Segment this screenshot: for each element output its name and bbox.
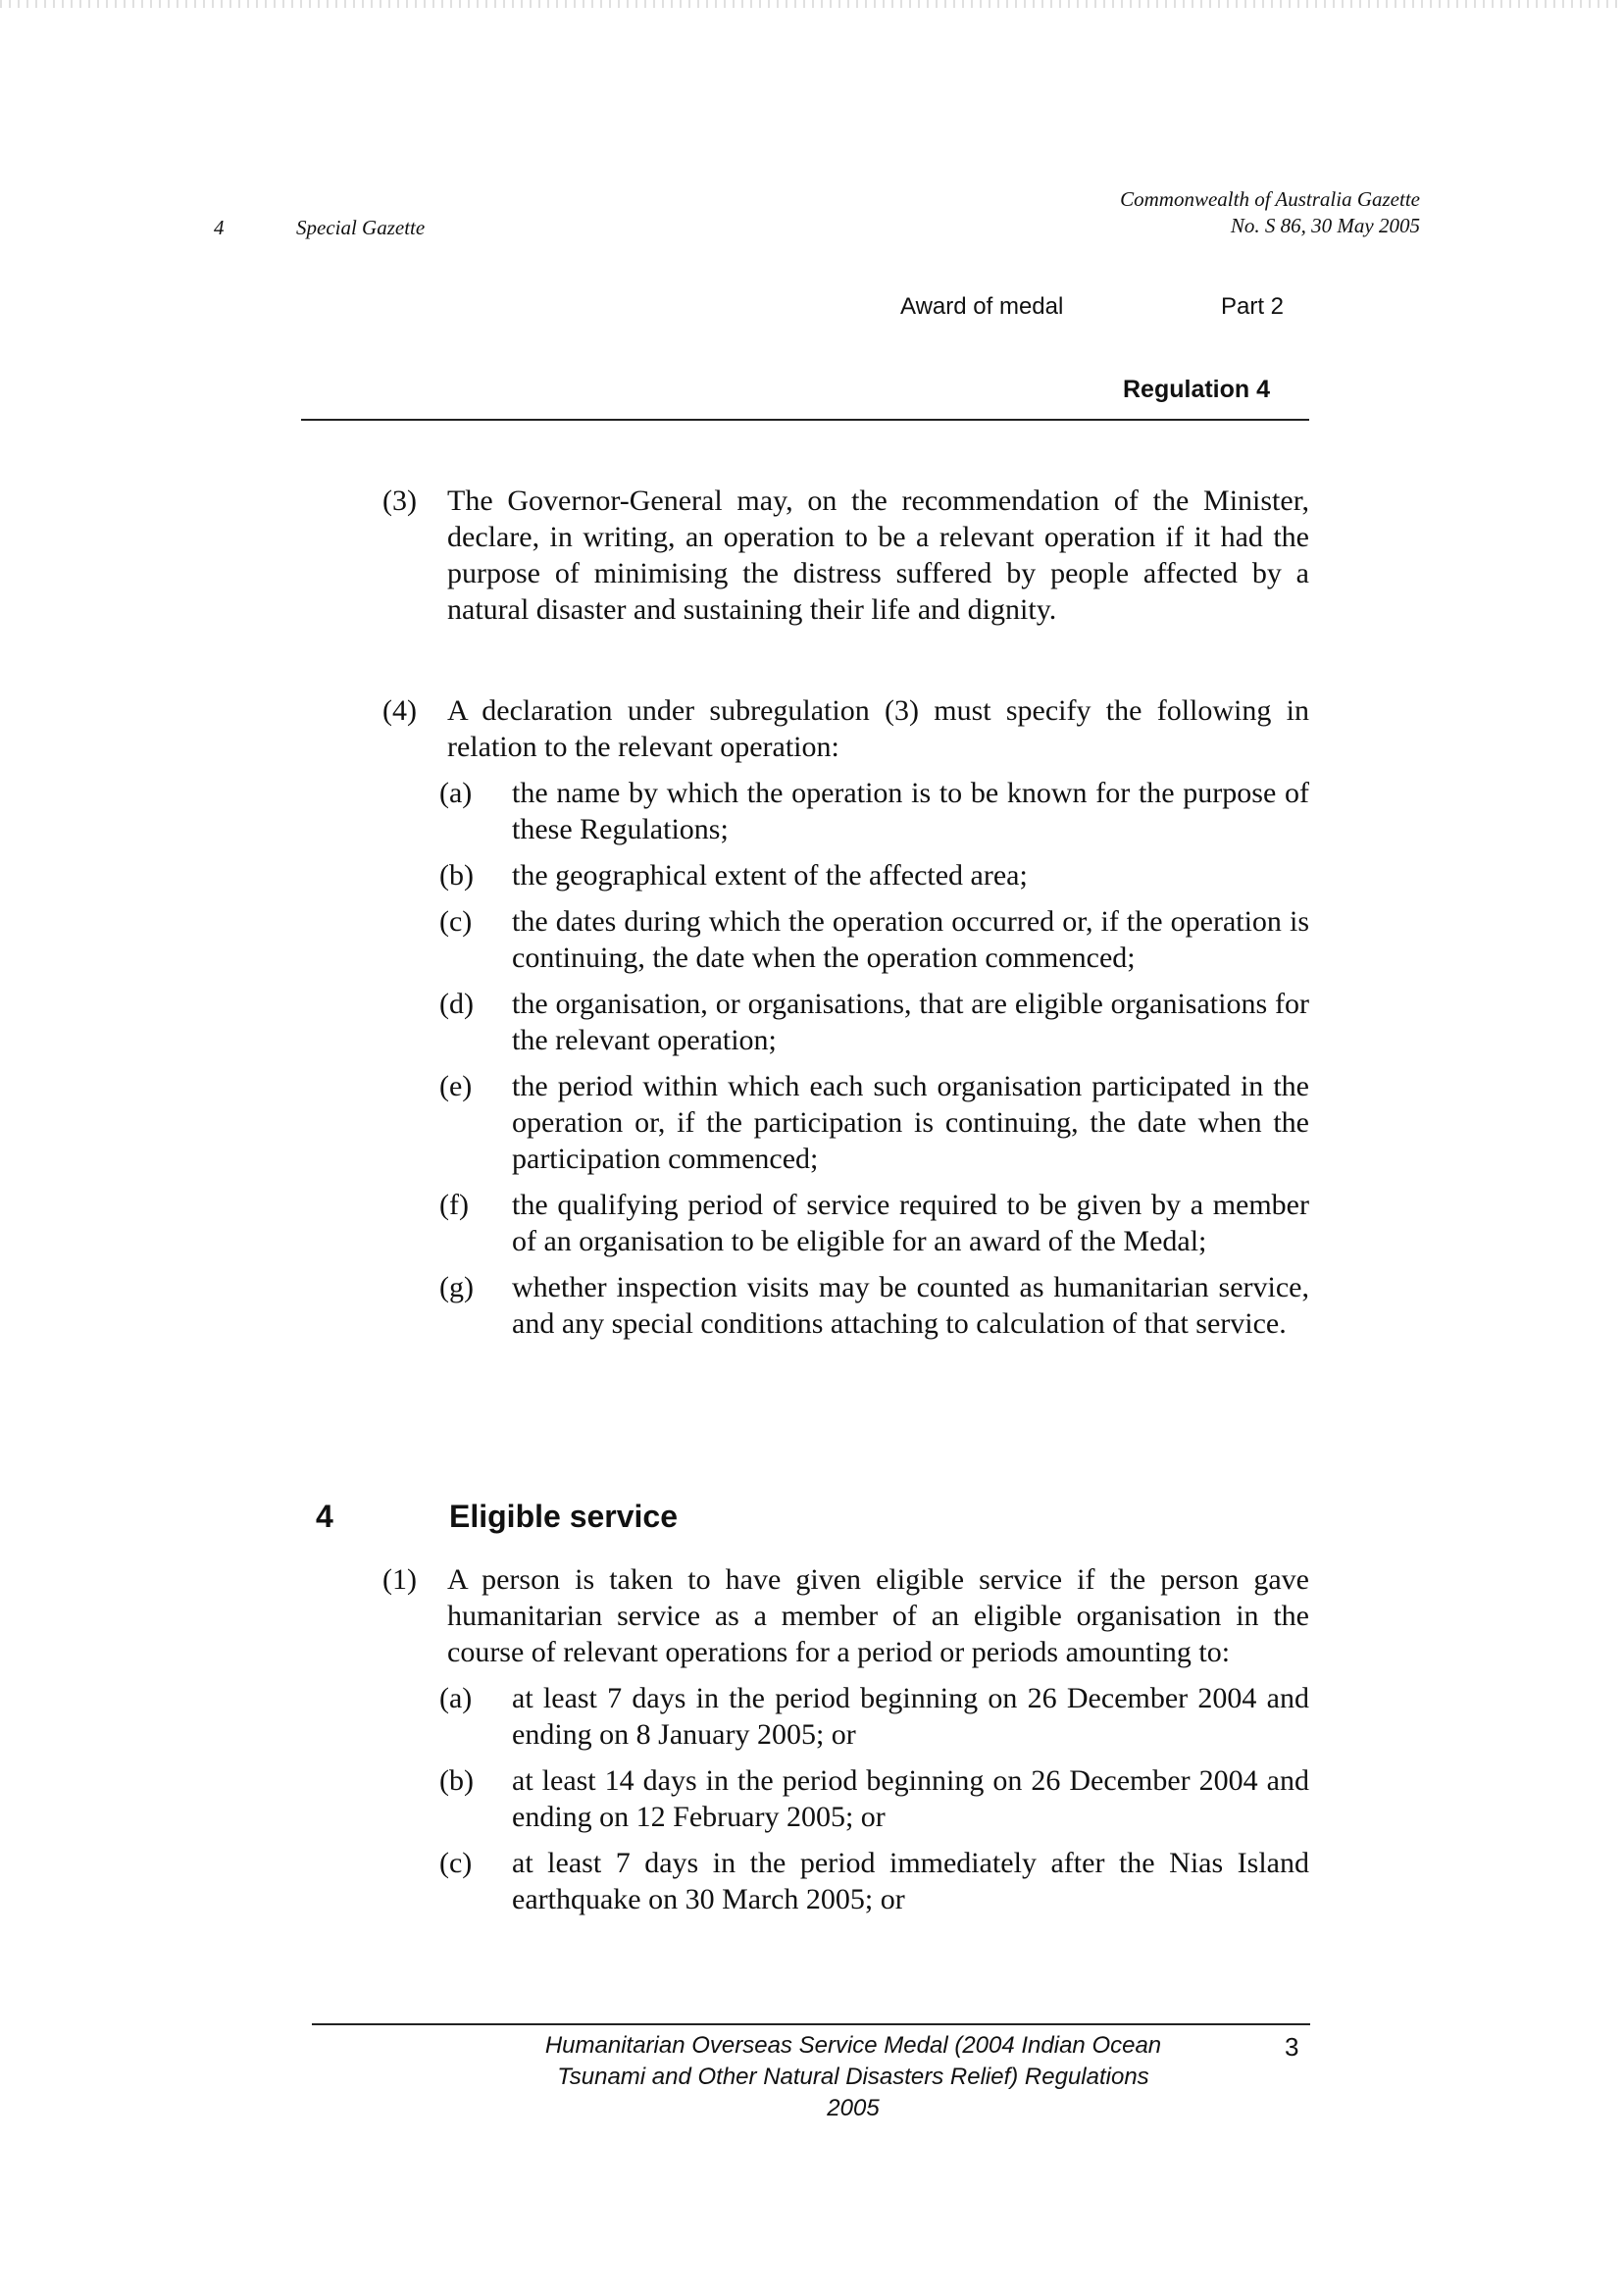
item-text: the period within which each such organisation participated in the operation or, if the participation is continuing, the date when the participation commenced; [512, 1070, 1309, 1175]
list-item [382, 903, 1309, 976]
list-item [382, 1845, 1309, 1917]
item-label: (c) [439, 1847, 473, 1879]
item-text: the qualifying period of service required to be given by a member of an organisation to be eligible for an award of the Medal; [512, 1189, 1309, 1257]
subregulation-text: A declaration under subregulation (3) must specify the following in relation to the relevant operation: [447, 694, 1309, 763]
list-item [382, 775, 1309, 847]
paragraph-list [382, 1680, 1309, 1917]
item-text: whether inspection visits may be counted as humanitarian service, and any special conditions attaching to calculation of that service. [512, 1271, 1309, 1340]
section-4-subsection-1 [382, 1561, 1309, 1917]
paragraph-list [382, 775, 1309, 1342]
item-text: at least 7 days in the period beginning on 26 December 2004 and ending on 8 January 2005; or [512, 1682, 1309, 1751]
section-heading: Eligible service [449, 1499, 679, 1534]
item-text: the organisation, or organisations, that are eligible organisations for the relevant operation; [512, 988, 1309, 1056]
item-text: at least 14 days in the period beginning on 26 December 2004 and ending on 12 February 2005; or [512, 1764, 1309, 1833]
footer-rule [312, 2023, 1310, 2025]
subregulation-3 [382, 483, 1309, 628]
footer-title-line-1: Humanitarian Overseas Service Medal (2004 Indian Ocean [544, 2032, 1162, 2059]
gazette-header-right [1120, 186, 1420, 239]
list-item [382, 857, 1309, 893]
subregulation-number: (3) [382, 484, 417, 517]
gazette-page-number: 4 [214, 216, 225, 239]
list-item [382, 1269, 1309, 1342]
scan-noise [0, 0, 1624, 8]
subregulation-text: The Governor-General may, on the recommendation of the Minister, declare, in writing, an operation to be a relevant operation if it had the purpose of minimising the distress suffered by people affected by a natural disaster and sustaining their life and dignity. [447, 484, 1309, 626]
item-label: (a) [439, 1682, 473, 1714]
item-label: (d) [439, 988, 474, 1020]
item-text: the geographical extent of the affected area; [512, 859, 1028, 892]
item-label: (f) [439, 1189, 469, 1221]
footer-title [431, 2030, 1275, 2124]
footer-title-line-3: 2005 [827, 2095, 880, 2121]
list-item [382, 1187, 1309, 1259]
list-item [382, 1762, 1309, 1835]
part-number: Part 2 [1221, 293, 1285, 320]
header-rule [301, 419, 1309, 421]
item-label: (b) [439, 1764, 474, 1797]
list-item [382, 1680, 1309, 1753]
item-label: (c) [439, 905, 473, 938]
subregulation-number: (4) [382, 694, 417, 727]
subregulation-4 [382, 692, 1309, 1342]
item-label: (e) [439, 1070, 473, 1102]
part-title: Award of medal [900, 293, 1064, 320]
footer-title-line-2: Tsunami and Other Natural Disasters Relief) Regulations [557, 2064, 1149, 2090]
regulation-label: Regulation 4 [1123, 376, 1271, 403]
subsection-text: A person is taken to have given eligible service if the person gave humanitarian service as a member of an eligible organisation in the course of relevant operations for a period or periods amounting to: [447, 1563, 1309, 1668]
gazette-title-right: Commonwealth of Australia Gazette [1120, 187, 1420, 211]
item-label: (g) [439, 1271, 474, 1303]
subsection-number: (1) [382, 1563, 417, 1596]
footer-page-number: 3 [1285, 2032, 1299, 2062]
item-text: at least 7 days in the period immediately after the Nias Island earthquake on 30 March 2005; or [512, 1847, 1309, 1915]
item-label: (a) [439, 777, 473, 809]
item-text: the name by which the operation is to be known for the purpose of these Regulations; [512, 777, 1309, 845]
gazette-title-left: Special Gazette [296, 216, 426, 239]
section-number: 4 [316, 1499, 333, 1534]
item-label: (b) [439, 859, 474, 892]
list-item [382, 986, 1309, 1058]
gazette-issue: No. S 86, 30 May 2005 [1230, 214, 1420, 237]
list-item [382, 1068, 1309, 1177]
item-text: the dates during which the operation occurred or, if the operation is continuing, the date when the operation commenced; [512, 905, 1309, 974]
